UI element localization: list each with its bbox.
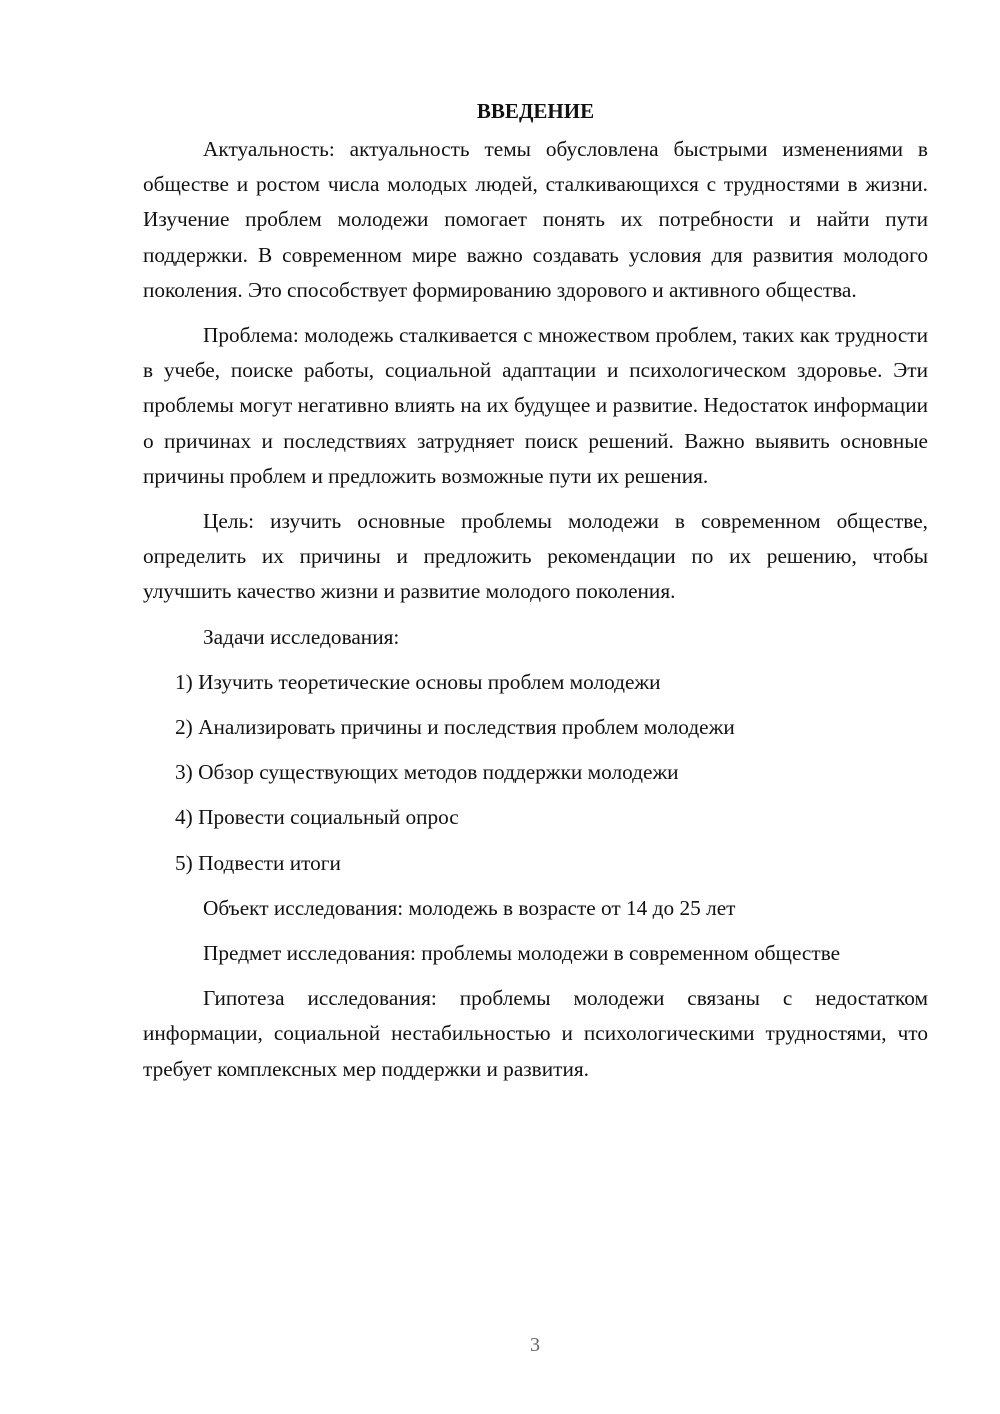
- tasks-list: [143, 665, 928, 881]
- task-item-4: 4) Провести социальный опрос: [175, 805, 459, 830]
- problem-paragraph: Проблема: молодежь сталкивается с множеством проблем, таких как трудности в учебе, поиске работы, социальной адаптации и психологическом здоровье. Эти проблемы могут негативно влиять на их будущее и развитие. Недостаток информации о причинах и последствиях затрудняет поиск решений. Важно выявить основные причины проблем и предложить возможные пути их решения.: [143, 323, 928, 488]
- subject-paragraph: Предмет исследования: проблемы молодежи в современном обществе: [203, 941, 841, 966]
- document-page: [143, 96, 928, 1097]
- page-title: ВВЕДЕНИЕ: [476, 99, 595, 123]
- tasks-label: Задачи исследования:: [203, 624, 400, 649]
- hypothesis-paragraph: Гипотеза исследования: проблемы молодежи связаны с недостатком информации, социальной нестабильностью и психологическими трудностями, что требует комплексных мер поддержки и развития.: [143, 986, 928, 1081]
- page-number: 3: [530, 1334, 540, 1356]
- task-item-2: 2) Анализировать причины и последствия проблем молодежи: [175, 715, 735, 740]
- goal-paragraph: Цель: изучить основные проблемы молодежи в современном обществе, определить их причины и предложить рекомендации по их решению, чтобы улучшить качество жизни и развитие молодого поколения.: [143, 509, 928, 604]
- relevance-paragraph: Актуальность: актуальность темы обусловлена быстрыми изменениями в обществе и ростом числа молодых людей, сталкивающихся с трудностями в жизни. Изучение проблем молодежи помогает понять их потребности и найти пути поддержки. В современном мире важно создавать условия для развития молодого поколения. Это способствует формированию здорового и активного общества.: [143, 137, 928, 302]
- task-item-3: 3) Обзор существующих методов поддержки молодежи: [175, 760, 679, 785]
- task-item-1: 1) Изучить теоретические основы проблем молодежи: [175, 669, 661, 694]
- object-paragraph: Объект исследования: молодежь в возрасте от 14 до 25 лет: [203, 895, 736, 920]
- task-item-5: 5) Подвести итоги: [175, 850, 341, 875]
